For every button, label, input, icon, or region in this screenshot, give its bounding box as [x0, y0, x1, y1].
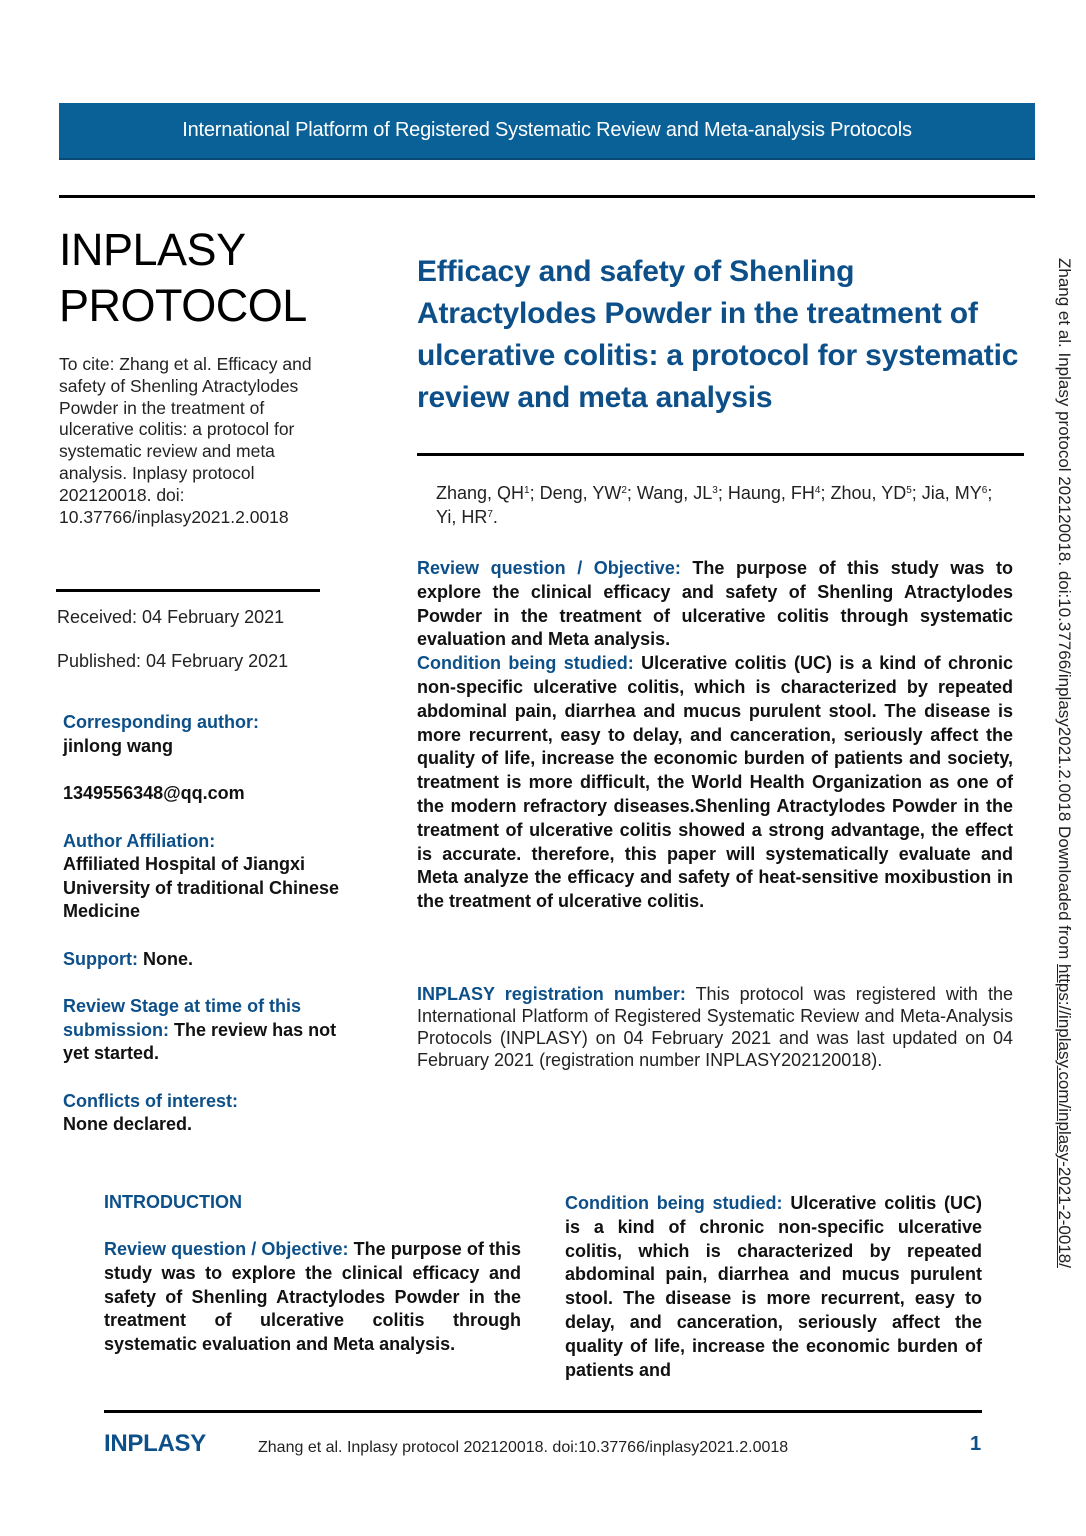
- corresponding-author: [63, 711, 343, 758]
- registration-label: INPLASY registration number:: [417, 984, 686, 1004]
- intro-objective-text: The purpose of this study was to explore the clinical efficacy and safety of Shenling Atractylodes Powder in the treatment of ulcerative colitis through systematic evaluation and Meta analysis.: [104, 1239, 521, 1355]
- review-stage: [63, 995, 343, 1066]
- published-date: Published: 04 February 2021: [57, 651, 289, 671]
- side-citation: Zhang et al. Inplasy protocol 202120018. doi:10.37766/inplasy2021.2.0018 Downloaded from: [1055, 258, 1074, 965]
- page-number: 1: [970, 1433, 982, 1455]
- corresponding-author-label: Corresponding author:: [63, 712, 259, 732]
- author: Wang, $JL^3$;: [636, 483, 728, 503]
- author-email: [63, 782, 343, 806]
- download-link[interactable]: https://inplasy.com/inplasy-2021-2-0018/: [1055, 964, 1074, 1268]
- review-stage-label: Review Stage at time of this submission:: [63, 996, 302, 1040]
- affiliation-label: Author Affiliation:: [63, 830, 216, 851]
- author: Haung, $FH^4$;: [727, 483, 831, 503]
- conflicts-label: Conflicts of interest:: [63, 1090, 239, 1111]
- divider: [417, 453, 1024, 456]
- footer-brand: INPLASY: [104, 1430, 206, 1457]
- registration-text: This protocol was registered with the International Platform of Registered Systematic Review and Meta-Analysis Protocols (INPLASY) on 04 February 2021 and was last updated on 04 February 2021 (registration number INPLASY202120018).: [417, 984, 1013, 1070]
- conflicts-value: None declared.: [63, 1114, 193, 1134]
- affiliation-value: Affiliated Hospital of Jiangxi University of traditional Chinese Medicine: [63, 854, 340, 921]
- intro-left-column: [104, 1238, 521, 1357]
- divider: [59, 195, 1035, 198]
- author: Jia, $MY^6$;: [921, 483, 993, 503]
- corresponding-author-name: jinlong wang: [63, 735, 173, 756]
- banner-text: International Platform of Registered Systematic Review and Meta-analysis Protocols: [182, 119, 912, 141]
- support-value: None.: [143, 948, 194, 969]
- support-label: Support:: [63, 948, 138, 969]
- metadata: [63, 711, 343, 1161]
- author: Zhou, $YD^5$;: [830, 483, 922, 503]
- condition-label: Condition being studied:: [417, 653, 634, 674]
- side-watermark: [1054, 258, 1074, 1268]
- objective-text: The purpose of this study was to explore the clinical efficacy and safety of Shenling Atractylodes Powder in the treatment of ulcerative colitis through systematic evaluation and Meta analysis.: [417, 558, 1013, 650]
- objective-label: Review question / Objective:: [417, 558, 681, 578]
- citation: To cite: Zhang et al. Efficacy and safety of Shenling Atractylodes Powder in the treatment of ulcerative colitis: a protocol for systematic review and meta analysis. Inplasy protocol 202120018. doi: 10.37766/inplasy2021.2.0018: [59, 354, 312, 527]
- header-banner: [59, 103, 1035, 160]
- dates: [57, 607, 288, 695]
- footer-citation: Zhang et al. Inplasy protocol 202120018. doi:10.37766/inplasy2021.2.0018: [258, 1439, 789, 1456]
- author: Yi, $HR^7$.: [436, 507, 498, 527]
- left-column: [59, 222, 329, 528]
- brand-title: [59, 222, 329, 334]
- registration: [417, 983, 1013, 1071]
- section-heading: INTRODUCTION: [104, 1192, 242, 1212]
- author-affiliation: [63, 830, 343, 924]
- review-stage-value: The review has not yet started.: [63, 1019, 337, 1063]
- author-list: [436, 480, 1016, 528]
- intro-condition-label: Condition being studied:: [565, 1193, 783, 1213]
- condition-text: Ulcerative colitis (UC) is a kind of chronic non-specific ulcerative colitis, which is characterized by repeated abdominal pain, diarrhea and mucus purulent stool. The disease is more recurrent, easy to delay, and canceration, seriously affect the quality of life, increase the economic burden of patients and society, treatment is more difficult, the World Health Organization as one of the modern refractory diseases.Shenling Atractylodes Powder in the treatment of ulcerative colitis showed a strong advantage, the effect is accurate. therefore, this paper will systematically evaluate and Meta analyze the efficacy and safety of heat-sensitive moxibustion in the treatment of ulcerative colitis.: [417, 653, 1014, 912]
- intro-right-column: [565, 1192, 982, 1382]
- brand-line-2: PROTOCOL: [59, 280, 307, 331]
- intro-objective-label: Review question / Objective:: [104, 1239, 349, 1259]
- conflicts-of-interest: [63, 1090, 343, 1137]
- author: Deng, $YW^2$;: [539, 483, 637, 503]
- divider: [104, 1410, 982, 1413]
- abstract-condition: [417, 652, 1013, 914]
- author: Zhang, $QH^1$;: [436, 483, 540, 503]
- divider: [56, 589, 320, 592]
- received-date: Received: 04 February 2021: [57, 607, 285, 627]
- abstract: [417, 557, 1013, 914]
- abstract-objective: [417, 557, 1013, 652]
- email-link[interactable]: 1349556348@qq.com: [63, 783, 245, 803]
- intro-condition-text: Ulcerative colitis (UC) is a kind of chronic non-specific ulcerative colitis, which is characterized by repeated abdominal pain, diarrhea and mucus purulent stool. The disease is more recurrent, easy to delay, and canceration, seriously affect the quality of life, increase the economic burden of patients and: [565, 1193, 982, 1380]
- paper-title: Efficacy and safety of Shenling Atractylodes Powder in the treatment of ulcerative colitis: a protocol for systematic review and meta analysis: [417, 255, 1019, 414]
- support: [63, 948, 343, 972]
- brand-line-1: INPLASY: [59, 224, 246, 275]
